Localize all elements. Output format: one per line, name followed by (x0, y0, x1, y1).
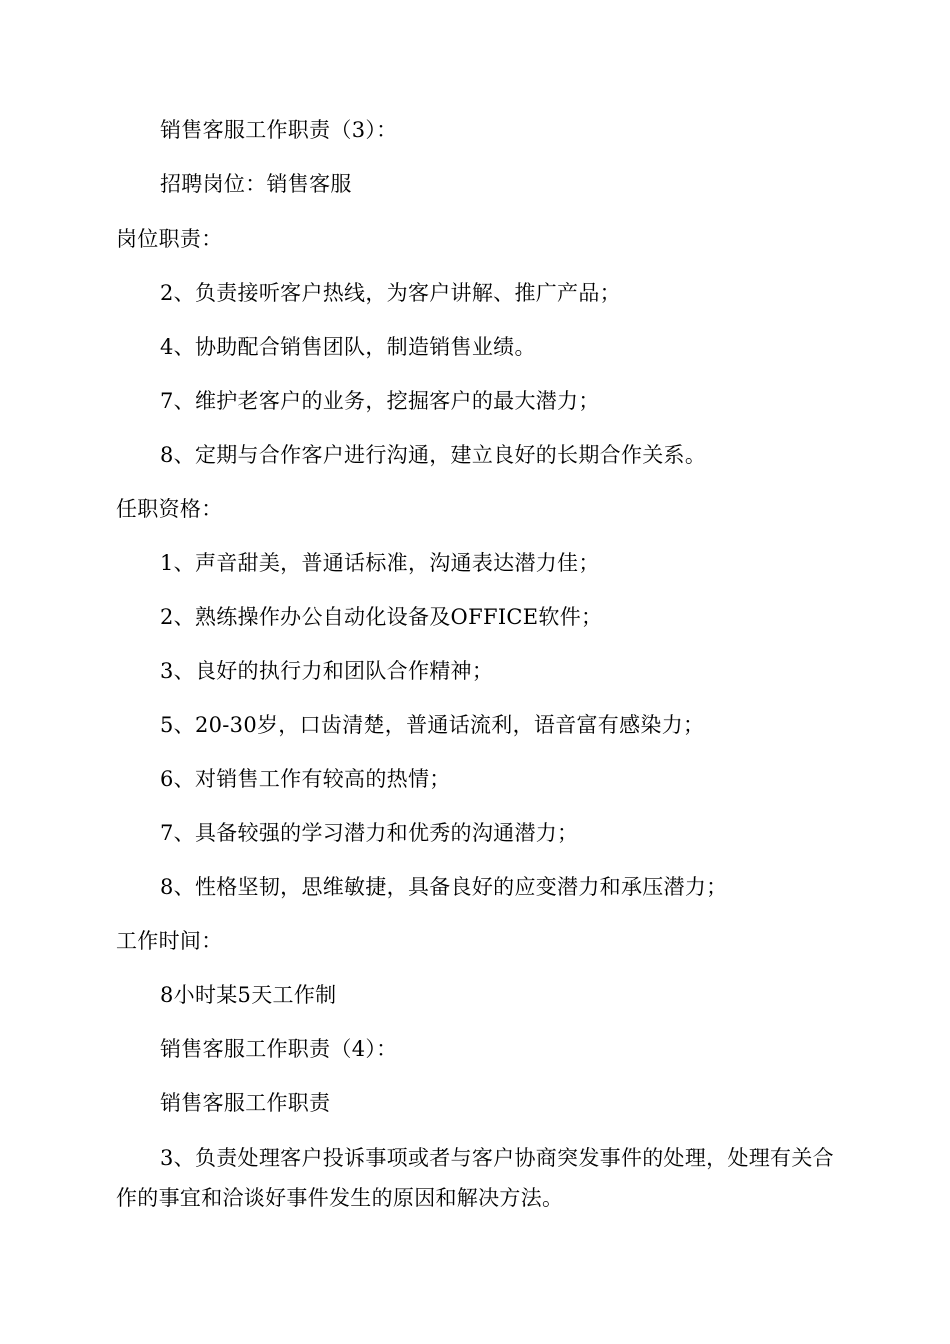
qualification-item: 5、20-30岁，口齿清楚，普通话流利，语音富有感染力； (160, 713, 705, 737)
duty-item: 7、维护老客户的业务，挖掘客户的最大潜力； (160, 389, 600, 413)
qualification-item: 2、熟练操作办公自动化设备及OFFICE软件； (160, 605, 603, 629)
qualification-item: 3、良好的执行力和团队合作精神； (160, 659, 494, 683)
duties-heading: 岗位职责： (116, 227, 223, 251)
section-heading-3: 销售客服工作职责（3）： (160, 118, 398, 142)
duty-item: 2、负责接听客户热线，为客户讲解、推广产品； (160, 281, 621, 305)
qualification-item: 6、对销售工作有较高的热情； (160, 767, 451, 791)
qualification-item: 1、声音甜美，普通话标准，沟通表达潜力佳； (160, 551, 600, 575)
section-subheading: 销售客服工作职责 (160, 1091, 331, 1115)
duty-item: 8、定期与合作客户进行沟通，建立良好的长期合作关系。 (160, 443, 707, 467)
work-time-heading: 工作时间： (116, 929, 223, 953)
duty-item-wrapped: 3、负责处理客户投诉事项或者与客户协商突发事件的处理，处理有关合作的事宜和洽谈好事件发生的原因和解决方法。 (116, 1146, 834, 1210)
section-heading-4: 销售客服工作职责（4）： (160, 1037, 398, 1061)
qualifications-heading: 任职资格： (116, 497, 223, 521)
qualification-item: 7、具备较强的学习潜力和优秀的沟通潜力； (160, 821, 579, 845)
work-time-value: 8小时某5天工作制 (160, 983, 337, 1007)
duty-item: 4、协助配合销售团队，制造销售业绩。 (160, 335, 536, 359)
qualification-item: 8、性格坚韧，思维敏捷，具备良好的应变潜力和承压潜力； (160, 875, 728, 899)
recruit-position: 招聘岗位：销售客服 (160, 172, 352, 196)
